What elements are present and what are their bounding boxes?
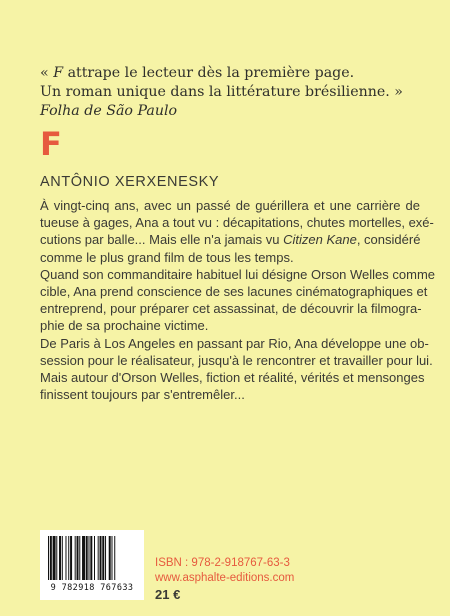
- barcode-bar: [56, 536, 57, 580]
- price: 21 €: [155, 587, 181, 602]
- barcode-bar: [111, 536, 112, 580]
- author-name: ANTÔNIO XERXENESKY: [40, 174, 220, 190]
- isbn: ISBN : 978-2-918767-63-3: [155, 557, 290, 569]
- barcode-bar: [82, 536, 85, 580]
- blurb-line: comme le plus grand film de tous les temps.: [40, 249, 294, 265]
- barcode-bar: [65, 536, 66, 580]
- blurb-line: session pour le réalisateur, jusqu'à le rencontrer et travailler pour lui.: [40, 352, 433, 368]
- blurb-line: phie de sa prochaine victime.: [40, 318, 209, 334]
- quote-open: «: [40, 65, 54, 81]
- blurb-line: tueuse à gages, Ana a tout vu : décapitations, chutes mortelles, exé-: [40, 215, 434, 231]
- blurb-text: cutions par balle... Mais elle n'a jamais vu: [40, 232, 280, 248]
- blurb-line: À vingt-cinq ans, avec un passé de guérillera et une carrière de: [40, 198, 420, 213]
- website-link[interactable]: www.asphalte-editions.com: [155, 572, 295, 584]
- blurb-line: De Paris à Los Angeles en passant par Rio, Ana développe une ob-: [40, 335, 429, 351]
- barcode-bar: [86, 536, 88, 580]
- barcode: [40, 530, 144, 600]
- barcode-bar: [48, 536, 49, 580]
- quote-book-title: F: [53, 65, 64, 81]
- barcode-bar: [62, 536, 63, 580]
- barcode-bar: [90, 536, 92, 580]
- quote-source-name: Folha de São Paulo: [40, 103, 178, 119]
- barcode-number: 9 782918 767633: [50, 583, 134, 593]
- blurb-line: Quand son commanditaire habituel lui désigne Orson Welles comme: [40, 266, 436, 282]
- blurb-text: , considéré: [356, 232, 421, 248]
- blurb-line: entreprend, pour préparer cet assassinat, de découvrir la filmogra-: [40, 301, 422, 317]
- barcode-bar: [77, 536, 79, 580]
- press-quote: [40, 64, 420, 121]
- barcode-bar: [68, 536, 69, 580]
- barcode-bar: [59, 536, 61, 580]
- book-blurb: [40, 197, 436, 403]
- blurb-line: cible, Ana prend conscience de ses lacunes cinématographiques et: [40, 284, 428, 300]
- blurb-line: Mais autour d'Orson Welles, fiction et réalité, vérités et mensonges: [40, 370, 425, 386]
- quote-source: [40, 102, 420, 121]
- barcode-bar: [50, 536, 52, 580]
- barcode-bar: [94, 536, 95, 580]
- barcode-bars: [46, 536, 138, 582]
- book-title: F: [40, 125, 62, 163]
- film-title: Citizen Kane: [283, 232, 357, 248]
- quote-line-1: [40, 64, 420, 83]
- blurb-line: [40, 231, 420, 248]
- barcode-bar: [98, 536, 99, 580]
- barcode-bar: [53, 536, 56, 580]
- quote-text-1: attrape le lecteur dès la première page.: [63, 65, 355, 81]
- barcode-bar: [75, 536, 76, 580]
- blurb-line: finissent toujours par s'entremêler...: [40, 387, 245, 403]
- barcode-bar: [79, 536, 80, 580]
- quote-line-2: Un roman unique dans la littérature brésilienne. »: [40, 84, 403, 100]
- barcode-bar: [109, 536, 111, 580]
- barcode-bar: [70, 536, 72, 580]
- barcode-bar: [88, 536, 89, 580]
- barcode-bar: [114, 536, 115, 580]
- barcode-bar: [102, 536, 104, 580]
- barcode-bar: [100, 536, 102, 580]
- barcode-bar: [105, 536, 106, 580]
